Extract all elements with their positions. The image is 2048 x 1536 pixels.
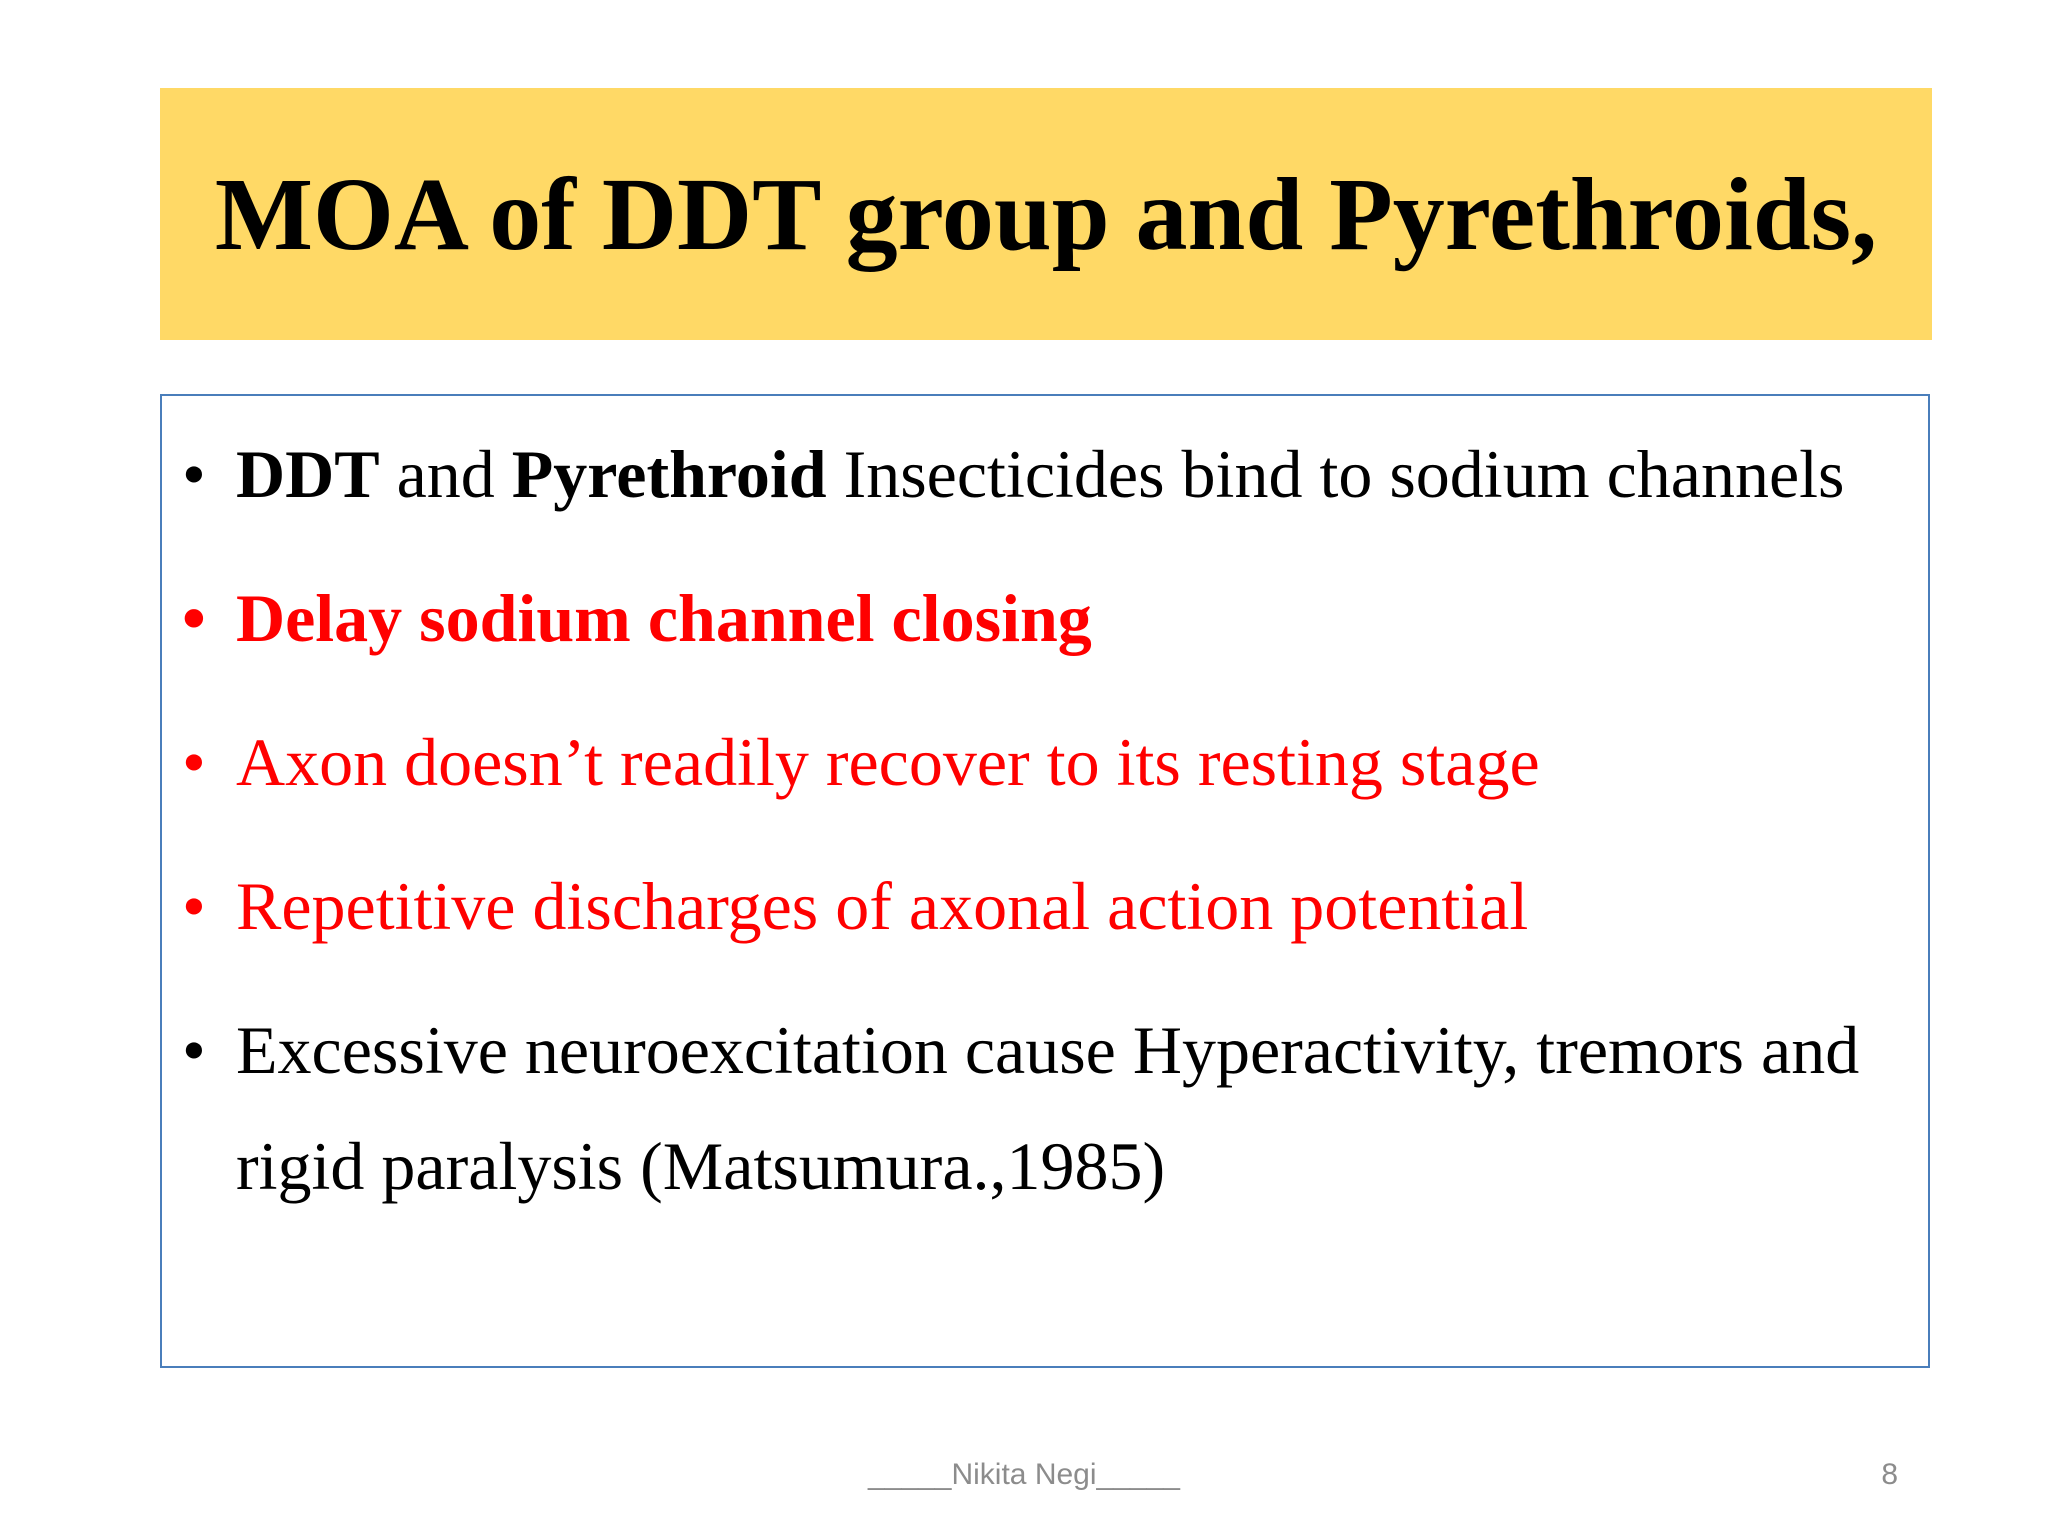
bullet-dot: •	[182, 724, 206, 800]
bullet-item-1	[182, 416, 1912, 532]
bullet-item-2	[182, 560, 1912, 676]
page-number: 8	[1881, 1458, 1898, 1491]
bullet-dot: •	[182, 580, 206, 656]
bullet-list	[182, 416, 1912, 1252]
bullet-dot: •	[182, 436, 206, 512]
footer-author: _____Nikita Negi_____	[868, 1458, 1180, 1491]
bullet-3-text: Axon doesn’t readily recover to its resting stage	[236, 724, 1540, 800]
content-box	[160, 394, 1930, 1368]
bullet-5-text: Excessive neuroexcitation cause Hyperactivity, tremors and rigid paralysis (Matsumura.,1985)	[236, 1012, 1860, 1204]
title-banner	[160, 88, 1932, 340]
bullet-1-part-ddt: DDT	[236, 436, 380, 512]
bullet-4-text: Repetitive discharges of axonal action potential	[236, 868, 1529, 944]
bullet-2-text: Delay sodium channel closing	[236, 580, 1092, 656]
bullet-item-3	[182, 704, 1912, 820]
slide-title: MOA of DDT group and Pyrethroids,	[214, 156, 1878, 272]
bullet-item-5	[182, 992, 1912, 1224]
bullet-dot: •	[182, 1012, 206, 1088]
bullet-1-part-and: and	[379, 436, 512, 512]
bullet-dot: •	[182, 868, 206, 944]
bullet-1-part-rest: Insecticides bind to sodium channels	[826, 436, 1845, 512]
bullet-1-part-pyrethroid: Pyrethroid	[511, 436, 827, 512]
bullet-item-4	[182, 848, 1912, 964]
